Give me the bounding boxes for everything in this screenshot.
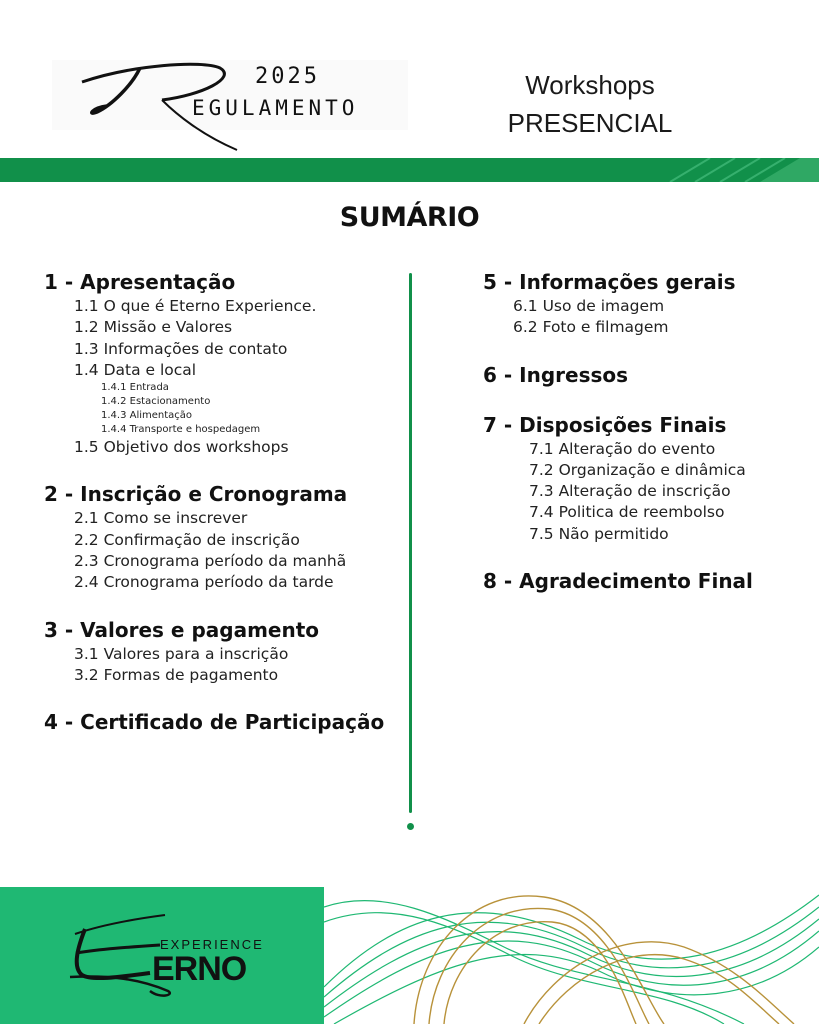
summary-title: SUMÁRIO — [339, 202, 480, 233]
toc-item[interactable]: 1.4 Data e local — [74, 360, 197, 379]
toc-item[interactable]: 3.1 Valores para a inscrição — [74, 644, 289, 663]
toc-item[interactable]: 2.3 Cronograma período da manhã — [74, 552, 347, 571]
toc-item[interactable]: 6.2 Foto e filmagem — [513, 318, 669, 337]
toc-section-title[interactable]: 8 - Agradecimento Final — [483, 569, 753, 594]
toc-subitem[interactable]: 1.4.4 Transporte e hospedagem — [101, 424, 261, 436]
toc-section-title[interactable]: 6 - Ingressos — [483, 362, 629, 387]
column-divider-dot — [407, 823, 414, 830]
toc-section-7 — [483, 411, 813, 545]
wave-lines-decoration — [324, 887, 819, 1024]
logo-word: EGULAMENTO — [192, 96, 359, 120]
footer-logo-erno: ERNO — [152, 950, 247, 988]
toc-item[interactable]: 7.2 Organização e dinâmica — [529, 460, 746, 479]
band-stripes-decoration — [650, 158, 819, 182]
header-title-line1: Workshops — [525, 70, 655, 100]
column-divider — [409, 273, 412, 813]
footer-logo-experience: EXPERIENCE — [160, 937, 264, 952]
toc-section-title[interactable]: 4 - Certificado de Participação — [44, 710, 385, 735]
toc-item[interactable]: 2.2 Confirmação de inscrição — [74, 530, 300, 549]
toc-section-title[interactable]: 2 - Inscrição e Cronograma — [44, 482, 348, 507]
toc-section-title[interactable]: 1 - Apresentação — [44, 270, 236, 294]
toc-item[interactable]: 2.4 Cronograma período da tarde — [74, 573, 334, 592]
toc-section-5 — [483, 268, 813, 339]
toc-section-6 — [483, 361, 813, 389]
header-title — [490, 66, 690, 142]
toc-section-1 — [44, 268, 404, 458]
regulamento-logo — [52, 60, 408, 130]
toc-item[interactable]: 3.2 Formas de pagamento — [74, 665, 279, 684]
toc-item[interactable]: 1.5 Objetivo dos workshops — [74, 438, 289, 457]
toc-item[interactable]: 1.2 Missão e Valores — [74, 318, 233, 337]
toc-section-title[interactable]: 5 - Informações gerais — [483, 270, 736, 294]
toc-item[interactable]: 7.1 Alteração do evento — [529, 439, 716, 458]
toc-section-title[interactable]: 3 - Valores e pagamento — [44, 617, 320, 642]
toc-item[interactable]: 2.1 Como se inscrever — [74, 509, 248, 528]
toc-item[interactable]: 7.5 Não permitido — [529, 524, 669, 543]
toc-subitem[interactable]: 1.4.1 Entrada — [101, 382, 169, 394]
toc-item[interactable]: 7.4 Politica de reembolso — [529, 503, 725, 522]
toc-subitem[interactable]: 1.4.3 Alimentação — [101, 410, 193, 422]
toc-item[interactable]: 1.3 Informações de contato — [74, 339, 288, 358]
toc-section-8 — [483, 567, 813, 595]
toc-section-4 — [44, 708, 404, 736]
toc-item[interactable]: 6.1 Uso de imagem — [513, 297, 665, 315]
toc-right-column — [483, 268, 813, 617]
toc-left-column — [44, 268, 404, 758]
toc-item[interactable]: 1.1 O que é Eterno Experience. — [74, 297, 317, 315]
header-title-line2: PRESENCIAL — [507, 108, 673, 138]
toc-subitem[interactable]: 1.4.2 Estacionamento — [101, 396, 211, 408]
toc-item[interactable]: 7.3 Alteração de inscrição — [529, 482, 731, 501]
toc-section-title[interactable]: 7 - Disposições Finais — [483, 412, 727, 437]
logo-year: 2025 — [255, 64, 320, 89]
toc-section-2 — [44, 480, 404, 593]
toc-section-3 — [44, 616, 404, 687]
